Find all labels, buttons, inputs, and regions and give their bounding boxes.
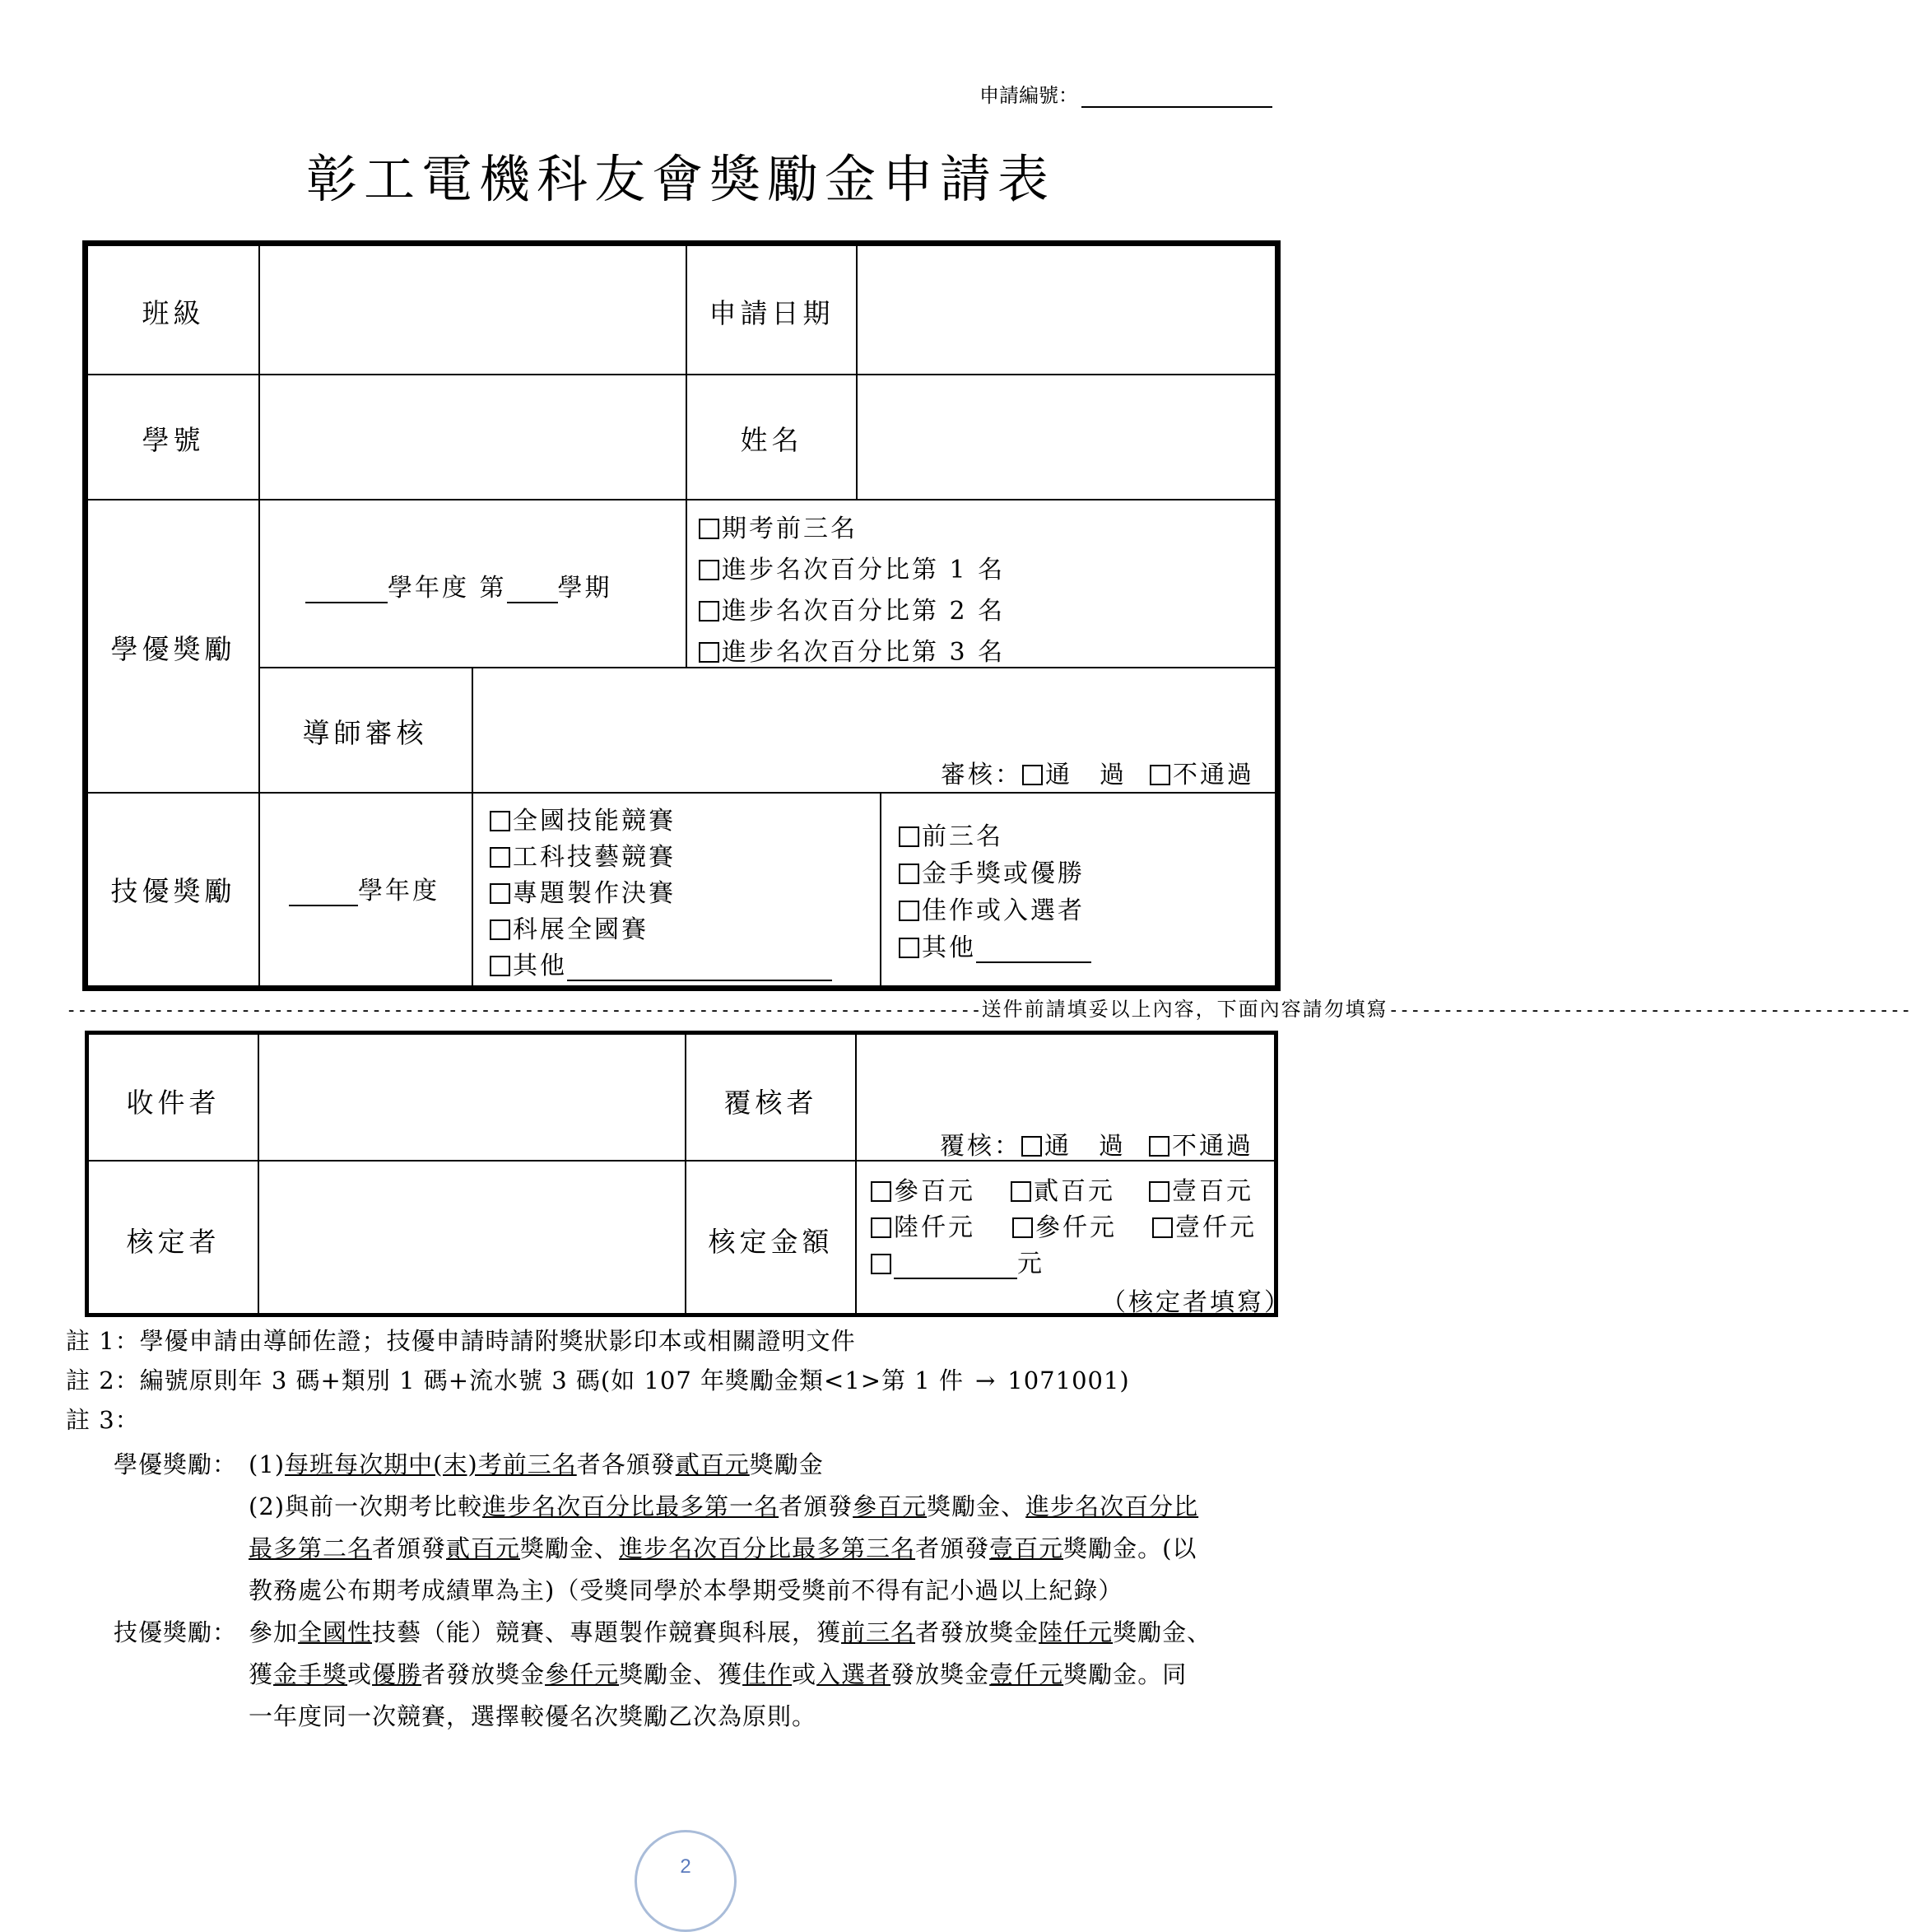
rank-option-other[interactable]: 其他 <box>899 927 1091 963</box>
checkbox[interactable] <box>490 919 510 940</box>
recheck-pass-label: 通 過 <box>1044 1132 1126 1161</box>
review-fail-label: 不通過 <box>1173 761 1254 789</box>
office-use-table <box>85 1031 1291 1317</box>
academic-option-1[interactable]: 期考前三名 <box>699 508 858 544</box>
rank-other-blank[interactable] <box>976 937 1091 963</box>
skill-year-blank[interactable] <box>289 880 358 906</box>
note-3: 註 3： <box>66 1406 140 1434</box>
semester-label: 學期 <box>557 574 612 603</box>
school-year-label: 學年度 第 <box>388 574 507 603</box>
competition-option-3[interactable]: 專題製作決賽 <box>490 873 676 909</box>
amount-custom-blank[interactable] <box>894 1253 1017 1279</box>
checkbox[interactable] <box>1152 1217 1173 1238</box>
semester-blank[interactable] <box>507 577 558 603</box>
checkbox[interactable] <box>1012 1217 1033 1238</box>
separator-text: 送件前請填妥以上內容，下面內容請勿填寫 <box>981 998 1388 1021</box>
skill-year-field <box>289 870 439 906</box>
page-number-circle <box>635 1830 737 1932</box>
amount-option-100[interactable]: 壹百元 <box>1149 1171 1253 1207</box>
review-label: 審核： <box>941 761 1022 789</box>
name-input[interactable] <box>858 375 1275 499</box>
separator-line: ------------------------------------------------------------------------------------送件前請填妥以上內容，下面內容請勿填寫------------------------------------------------ <box>66 998 1911 1021</box>
tutor-review-label: 導師審核 <box>302 717 428 749</box>
page-title: 彰工電機科友會獎勵金申請表 <box>305 149 1055 209</box>
approver-input[interactable] <box>259 1162 685 1313</box>
checkbox[interactable] <box>490 847 510 868</box>
checkbox[interactable] <box>899 826 919 847</box>
checkbox[interactable] <box>899 901 919 921</box>
rank-option-1[interactable]: 前三名 <box>899 816 1003 852</box>
checkbox[interactable] <box>699 560 719 580</box>
approver-label: 核定者 <box>126 1226 221 1258</box>
apply-date-input[interactable] <box>858 246 1275 374</box>
competition-other-blank[interactable] <box>567 955 832 981</box>
skill-rule-line-1: 參加全國性技藝（能）競賽、專題製作競賽與科展，獲前三名者發放獎金陸仟元獎勵金、 <box>249 1618 1212 1646</box>
checkbox[interactable] <box>1149 1181 1169 1202</box>
checkbox[interactable] <box>699 601 719 621</box>
academic-option-4[interactable]: 進步名次百分比第 3 名 <box>699 631 1005 668</box>
application-number-field[interactable] <box>979 79 1272 108</box>
class-label: 班級 <box>142 297 205 329</box>
name-label: 姓名 <box>740 424 803 456</box>
receiver-input[interactable] <box>259 1035 685 1160</box>
checkbox[interactable] <box>490 811 510 831</box>
academic-term-field <box>305 567 612 603</box>
apply-date-label: 申請日期 <box>709 297 835 329</box>
checkbox[interactable] <box>871 1254 891 1274</box>
page-number: 2 <box>680 1855 691 1878</box>
review-fail-checkbox[interactable] <box>1150 765 1170 785</box>
amount-note: （核定者填寫） <box>1101 1288 1291 1317</box>
skill-year-label: 學年度 <box>358 877 439 905</box>
recheck-label: 覆核： <box>940 1132 1021 1161</box>
checkbox[interactable] <box>899 938 919 958</box>
checkbox[interactable] <box>1011 1181 1031 1202</box>
academic-award-heading: 學優獎勵： <box>114 1450 238 1478</box>
recheck-pass-checkbox[interactable] <box>1021 1136 1042 1157</box>
recheck-result <box>940 1125 1253 1162</box>
checkbox[interactable] <box>699 642 719 663</box>
amount-option-1000[interactable]: 壹仟元 <box>1152 1207 1257 1243</box>
amount-option-6000[interactable]: 陸仟元 <box>871 1207 975 1243</box>
checkbox[interactable] <box>871 1181 891 1202</box>
recheck-fail-checkbox[interactable] <box>1149 1136 1169 1157</box>
skill-rule-line-2: 獲金手獎或優勝者發放獎金參仟元獎勵金、獲佳作或入選者發放獎金壹仟元獎勵金。同 <box>249 1660 1188 1688</box>
academic-option-3[interactable]: 進步名次百分比第 2 名 <box>699 590 1005 626</box>
checkbox[interactable] <box>871 1217 891 1238</box>
skill-award-label: 技優獎勵 <box>110 875 236 907</box>
competition-option-2[interactable]: 工科技藝競賽 <box>490 836 676 873</box>
arrow-right-icon: → <box>974 1366 997 1394</box>
application-number-blank[interactable] <box>1081 85 1272 108</box>
competition-option-other[interactable]: 其他 <box>490 945 832 981</box>
skill-rule-line-3: 一年度同一次競賽，選擇較優名次獎勵乙次為原則。 <box>249 1702 817 1730</box>
checkbox[interactable] <box>699 519 719 539</box>
reviewer-label: 覆核者 <box>723 1087 818 1119</box>
academic-rule-2-line-1: (2)與前一次期考比較進步名次百分比最多第一名者頒發參百元獎勵金、進步名次百分比 <box>249 1492 1199 1520</box>
checkbox[interactable] <box>490 956 510 976</box>
academic-rule-2-line-3: 教務處公布期考成績單為主)（受獎同學於本學期受獎前不得有記小過以上紀錄） <box>249 1576 1123 1604</box>
review-pass-label: 通 過 <box>1045 761 1127 789</box>
checkbox[interactable] <box>899 864 919 884</box>
academic-rule-1: (1)每班每次期中(末)考前三名者各頒發貳百元獎勵金 <box>249 1450 824 1478</box>
amount-option-200[interactable]: 貳百元 <box>1011 1171 1115 1207</box>
note-2: 註 2：編號原則年 3 碼+類別 1 碼+流水號 3 碼(如 107 年獎勵金類<1>第 1 件 → 1071001) <box>66 1366 1130 1394</box>
review-pass-checkbox[interactable] <box>1022 765 1043 785</box>
school-year-blank[interactable] <box>305 577 388 603</box>
recheck-fail-label: 不通過 <box>1172 1132 1253 1161</box>
academic-rule-2-line-2: 最多第二名者頒發貳百元獎勵金、進步名次百分比最多第三名者頒發壹百元獎勵金。(以 <box>249 1534 1197 1562</box>
skill-award-heading: 技優獎勵： <box>114 1618 238 1646</box>
checkbox[interactable] <box>490 883 510 904</box>
application-form-table <box>82 240 1281 991</box>
application-number-label: 申請編號： <box>979 84 1078 107</box>
class-input[interactable] <box>260 246 686 374</box>
tutor-review-result <box>941 754 1254 790</box>
student-id-label: 學號 <box>142 424 205 456</box>
rank-option-3[interactable]: 佳作或入選者 <box>899 890 1085 926</box>
academic-award-label: 學優獎勵 <box>110 633 236 665</box>
amount-option-300[interactable]: 參百元 <box>871 1171 975 1207</box>
note-1: 註 1：學優申請由導師佐證；技優申請時請附獎狀影印本或相關證明文件 <box>66 1327 856 1355</box>
receiver-label: 收件者 <box>126 1087 221 1119</box>
student-id-input[interactable] <box>260 375 686 499</box>
amount-option-custom[interactable]: 元 <box>871 1243 1044 1279</box>
rank-option-2[interactable]: 金手獎或優勝 <box>899 853 1085 889</box>
academic-option-2[interactable]: 進步名次百分比第 1 名 <box>699 549 1005 585</box>
competition-option-4[interactable]: 科展全國賽 <box>490 909 649 945</box>
amount-label: 核定金額 <box>708 1226 834 1258</box>
amount-option-3000[interactable]: 參仟元 <box>1012 1207 1117 1243</box>
competition-option-1[interactable]: 全國技能競賽 <box>490 800 676 836</box>
